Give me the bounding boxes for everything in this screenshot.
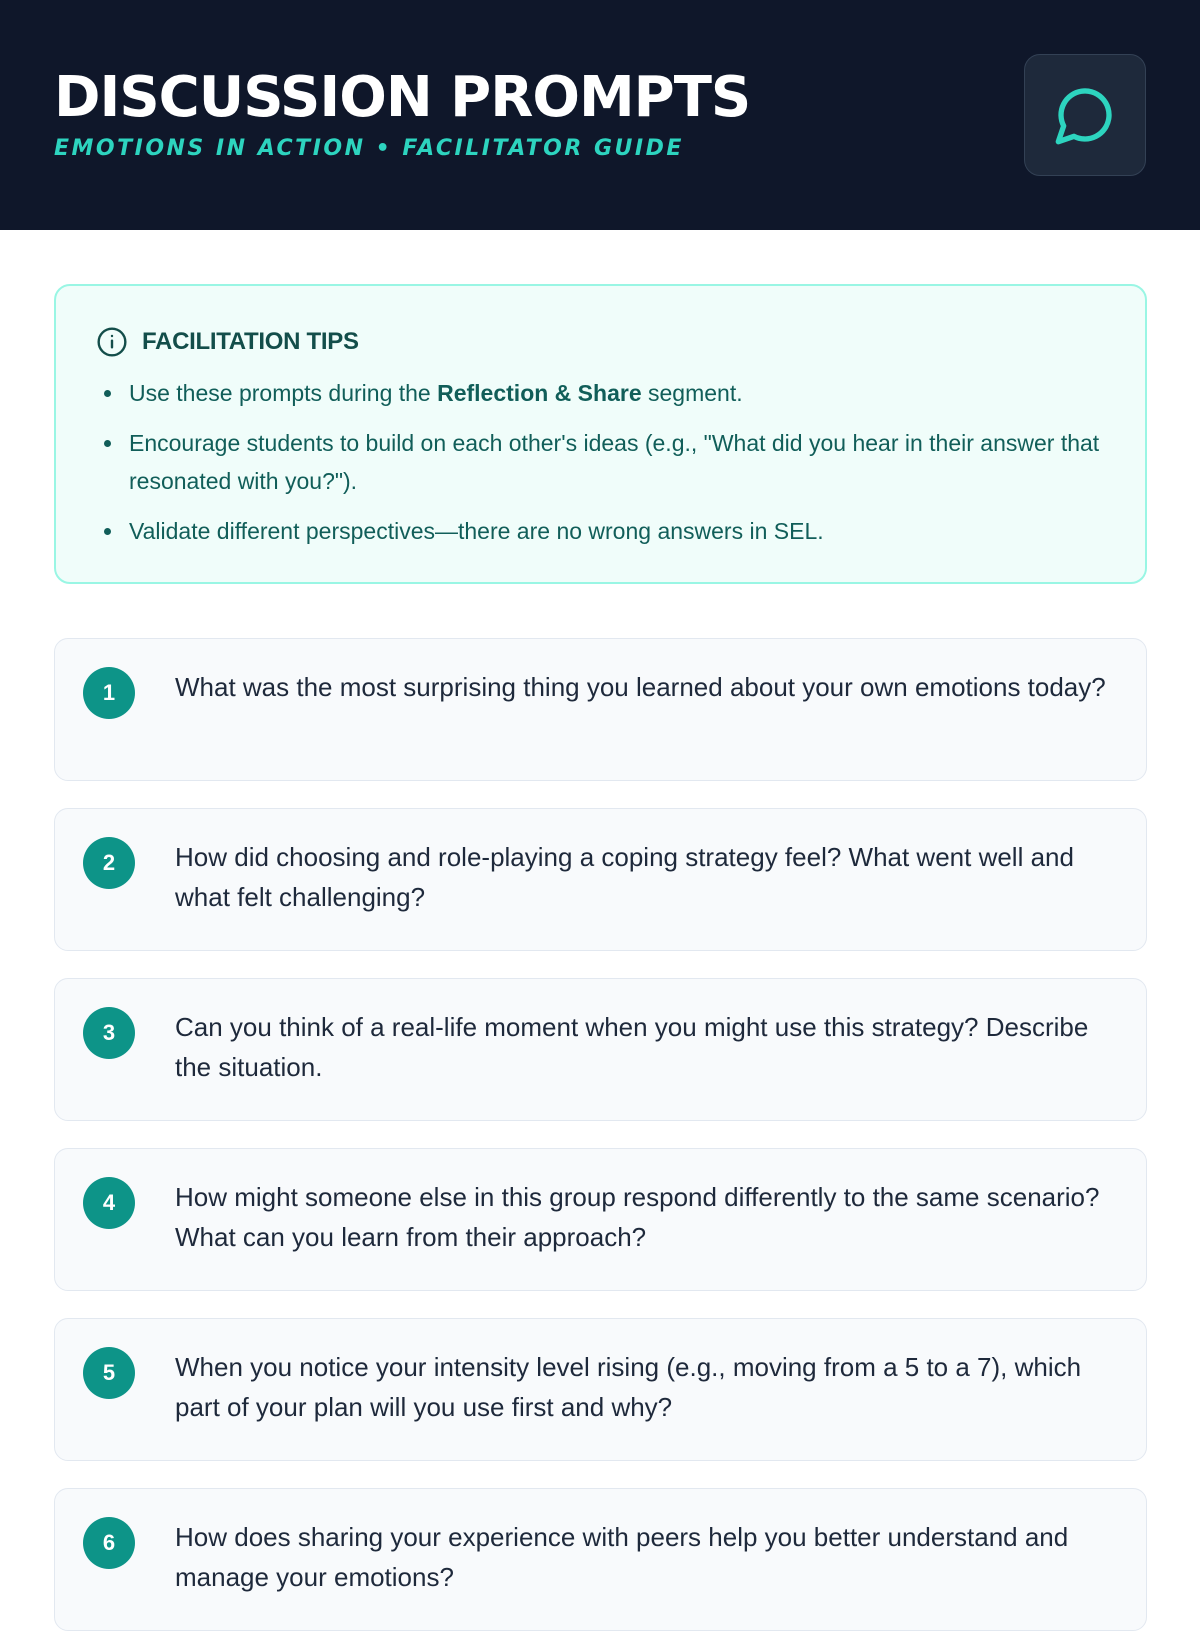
prompt-card bbox=[54, 808, 1147, 951]
chat-bubble-icon bbox=[1024, 54, 1146, 176]
tip-item bbox=[96, 374, 1105, 412]
tips-header bbox=[96, 326, 1105, 358]
tip-item: Encourage students to build on each other's ideas (e.g., "What did you hear in their answer that resonated with you?"). bbox=[96, 424, 1105, 500]
prompt-text: How does sharing your experience with peers help you better understand and manage your emotions? bbox=[175, 1522, 1069, 1592]
prompt-number-badge: 1 bbox=[83, 667, 135, 719]
tip-highlight: Reflection & Share bbox=[437, 380, 642, 406]
prompt-card bbox=[54, 1488, 1147, 1631]
tip-text: Use these prompts during the bbox=[129, 380, 438, 406]
prompt-number-badge: 3 bbox=[83, 1007, 135, 1059]
prompt-text: Can you think of a real-life moment when you might use this strategy? Describe the situation. bbox=[175, 1012, 1089, 1082]
tip-text: segment. bbox=[641, 380, 743, 406]
tips-list bbox=[96, 374, 1105, 550]
prompt-text: When you notice your intensity level rising (e.g., moving from a 5 to a 7), which part of your plan will you use first and why? bbox=[175, 1352, 1082, 1422]
tip-item: Validate different perspectives—there are no wrong answers in SEL. bbox=[96, 512, 1105, 550]
prompt-number-badge: 4 bbox=[83, 1177, 135, 1229]
main-content bbox=[0, 230, 1200, 1631]
prompt-text: What was the most surprising thing you learned about your own emotions today? bbox=[175, 672, 1106, 702]
prompt-card bbox=[54, 1148, 1147, 1291]
prompt-number-badge: 6 bbox=[83, 1517, 135, 1569]
prompt-number-badge: 5 bbox=[83, 1347, 135, 1399]
page-title: DISCUSSION PROMPTS bbox=[54, 65, 751, 130]
info-icon bbox=[96, 326, 128, 358]
page-header bbox=[0, 0, 1200, 230]
facilitation-tips-box bbox=[54, 284, 1147, 584]
prompt-text: How might someone else in this group respond differently to the same scenario? What can you learn from their approach? bbox=[175, 1182, 1100, 1252]
prompt-number-badge: 2 bbox=[83, 837, 135, 889]
prompt-card bbox=[54, 638, 1147, 781]
prompt-card bbox=[54, 978, 1147, 1121]
tips-title: FACILITATION TIPS bbox=[142, 328, 359, 355]
page-subtitle: EMOTIONS IN ACTION • FACILITATOR GUIDE bbox=[54, 136, 684, 161]
prompt-card bbox=[54, 1318, 1147, 1461]
prompt-text: How did choosing and role-playing a coping strategy feel? What went well and what felt challenging? bbox=[175, 842, 1074, 912]
